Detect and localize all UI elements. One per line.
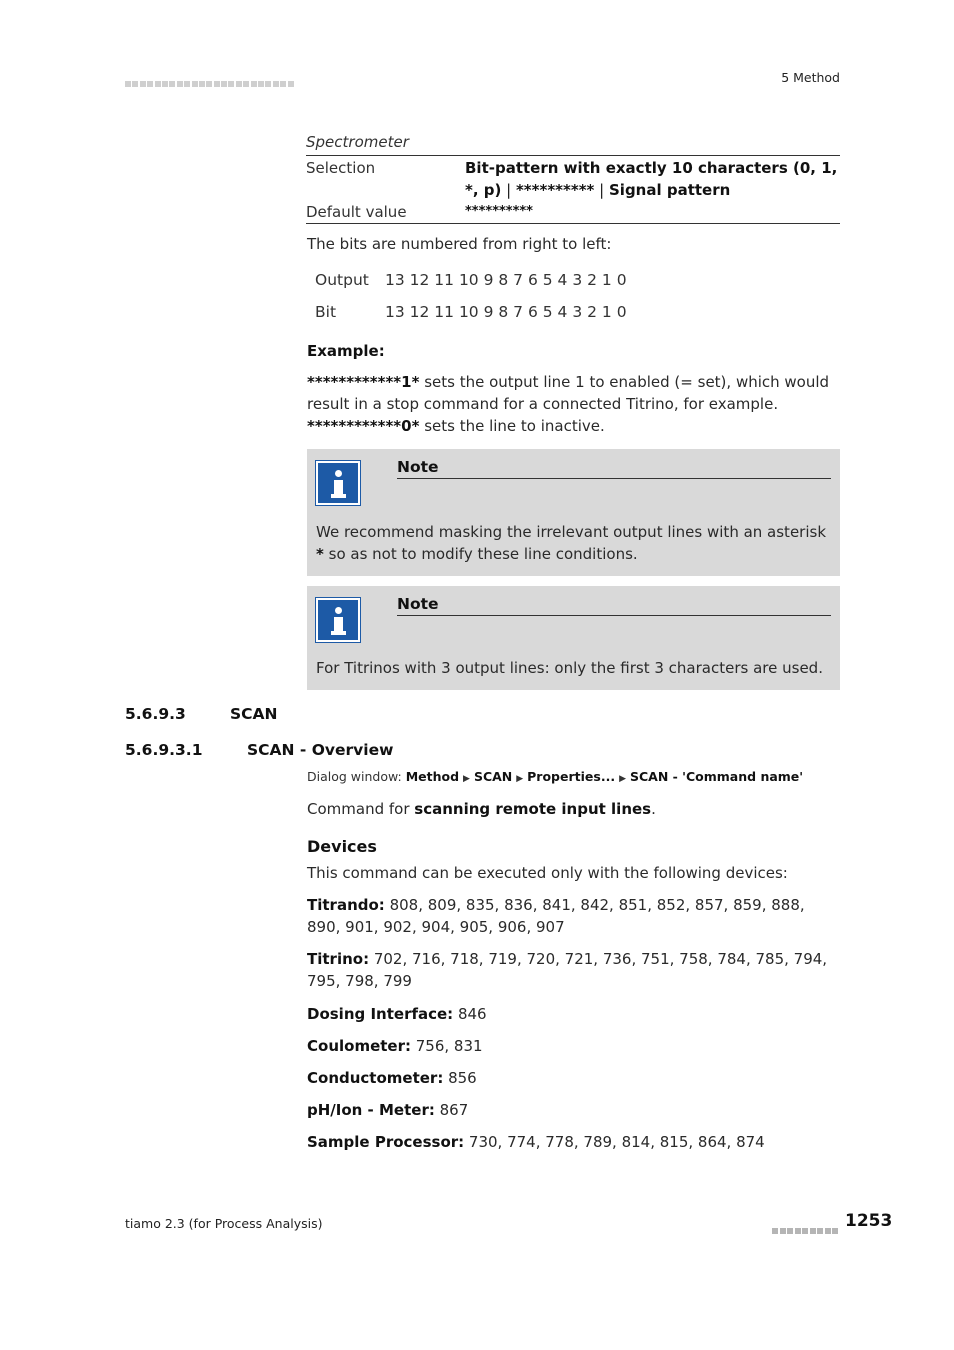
device-models: 730, 774, 778, 789, 814, 815, 864, 874 — [464, 1133, 765, 1151]
device-name: Dosing Interface: — [307, 1005, 454, 1023]
selection-sep: | — [501, 181, 516, 199]
default-row — [306, 201, 840, 223]
subsection-heading — [125, 741, 393, 759]
example-pattern-1: ************1* — [307, 373, 420, 391]
note-text-part: so as not to modify these line conditions. — [323, 545, 638, 563]
device-name: pH/Ion - Meter: — [307, 1101, 435, 1119]
section-title: SCAN — [230, 705, 278, 723]
devices-title: Devices — [307, 837, 377, 856]
footer-decoration — [772, 1219, 840, 1238]
arrow-right-icon: ▶ — [463, 774, 470, 784]
selection-sep: | — [594, 181, 609, 199]
device-name: Titrando: — [307, 896, 385, 914]
header-decoration — [125, 72, 305, 82]
bits-label: Bit — [315, 303, 337, 321]
selection-key: Selection — [306, 159, 376, 177]
command-prefix: Command for — [307, 800, 415, 818]
command-suffix: . — [651, 800, 656, 818]
selection-signal: Signal pattern — [609, 181, 731, 199]
dialog-prefix: Dialog window: — [307, 769, 406, 784]
note-box — [307, 449, 840, 576]
dialog-path-item: SCAN — [473, 769, 513, 784]
device-entry — [307, 1099, 840, 1121]
info-icon — [316, 598, 360, 642]
section-number: 5.6.9.3.1 — [125, 741, 203, 759]
bits-values: 13 12 11 10 9 8 7 6 5 4 3 2 1 0 — [385, 271, 627, 289]
note-title: Note — [397, 595, 831, 616]
bits-intro: The bits are numbered from right to left: — [307, 235, 612, 253]
device-entry — [307, 1131, 840, 1153]
device-name: Sample Processor: — [307, 1133, 465, 1151]
note-text-part: We recommend masking the irrelevant output lines with an asterisk — [316, 523, 827, 541]
note-text — [316, 521, 831, 565]
example-title: Example: — [307, 342, 385, 360]
section-number: 5.6.9.3 — [125, 705, 186, 723]
device-entry — [307, 894, 840, 938]
device-entry — [307, 1067, 840, 1089]
section-heading — [125, 705, 278, 723]
device-entry — [307, 948, 840, 992]
selection-pattern: Bit-pattern with exactly 10 characters (0, 1, *, p) — [465, 159, 838, 199]
devices-intro: This command can be executed only with the following devices: — [307, 864, 788, 882]
device-entry — [307, 1035, 840, 1057]
command-description — [307, 798, 840, 820]
footer-product: tiamo 2.3 (for Process Analysis) — [125, 1216, 323, 1231]
command-bold: scanning remote input lines — [414, 800, 652, 818]
dialog-path-item: Properties... — [527, 769, 616, 784]
bits-row-output — [315, 271, 627, 289]
bits-values: 13 12 11 10 9 8 7 6 5 4 3 2 1 0 — [385, 303, 627, 321]
selection-stars: ********** — [515, 181, 595, 199]
section-title: SCAN - Overview — [247, 741, 394, 759]
device-entry — [307, 1003, 840, 1025]
arrow-right-icon: ▶ — [619, 774, 626, 784]
arrow-right-icon: ▶ — [516, 774, 524, 784]
selection-value — [465, 157, 840, 201]
example-paragraph — [307, 371, 840, 437]
param-table — [306, 155, 840, 224]
note-box — [307, 586, 840, 690]
bits-label: Output — [315, 271, 369, 289]
device-name: Titrino: — [307, 950, 370, 968]
note-text-asterisk: * — [316, 545, 324, 563]
example-pattern-0: ************0* — [307, 417, 420, 435]
device-models: 867 — [434, 1101, 469, 1119]
chapter-title: 5 Method — [781, 70, 840, 85]
dialog-path-item: Method — [405, 769, 460, 784]
bits-row-bit — [315, 303, 627, 321]
note-text: For Titrinos with 3 output lines: only the first 3 characters are used. — [316, 659, 823, 677]
default-value: ********** — [465, 204, 533, 219]
default-key: Default value — [306, 203, 407, 221]
device-models: 702, 716, 718, 719, 720, 721, 736, 751, 758, 784, 785, 794, 795, 798, 799 — [307, 950, 828, 990]
device-models: 856 — [443, 1069, 477, 1087]
dialog-path-item: SCAN - 'Command name' — [629, 769, 804, 784]
example-text-1: sets the output line 1 to enabled (= set), which would result in a stop command for a connected Titrino, for example. — [307, 373, 830, 413]
note-title: Note — [397, 458, 831, 479]
device-models: 756, 831 — [410, 1037, 483, 1055]
page-number: 1253 — [845, 1211, 893, 1231]
device-models: 808, 809, 835, 836, 841, 842, 851, 852, 857, 859, 888, 890, 901, 902, 904, 905, 906, 907 — [307, 896, 805, 936]
info-icon — [316, 461, 360, 505]
device-name: Conductometer: — [307, 1069, 444, 1087]
device-models: 846 — [453, 1005, 487, 1023]
param-heading: Spectrometer — [306, 133, 409, 151]
dialog-path — [307, 769, 803, 784]
device-name: Coulometer: — [307, 1037, 411, 1055]
selection-row — [306, 156, 840, 201]
example-text-0: sets the line to inactive. — [419, 417, 605, 435]
